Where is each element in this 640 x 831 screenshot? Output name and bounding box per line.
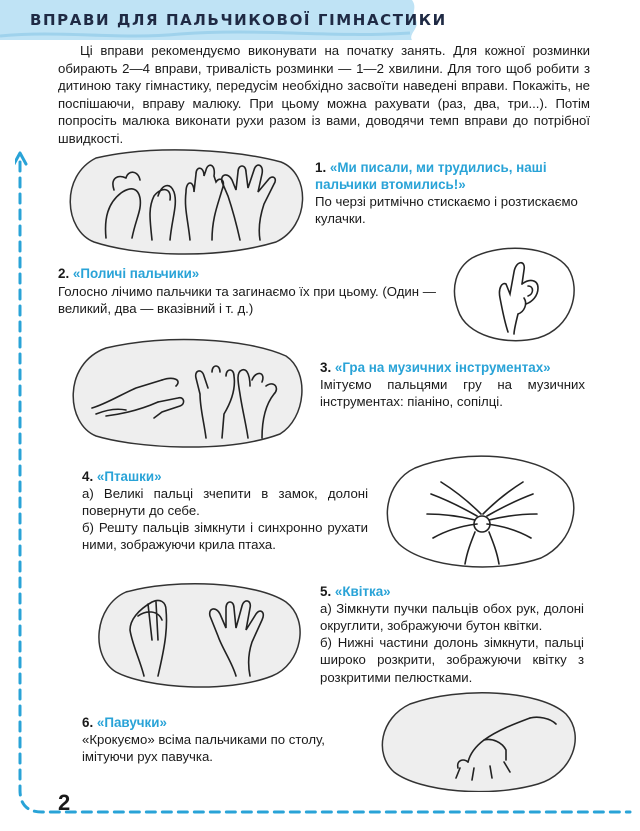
exercise-4-text-a: а) Великі пальці зчепити в замок, долоні повернути до себе. (82, 486, 368, 519)
exercise-6-title: 6. «Павучки» (82, 715, 167, 730)
exercise-5-text-a: а) Зімкнути пучки пальців обох рук, долоні округлити, зображуючи бутон квітки. (320, 601, 584, 634)
page-number: 2 (58, 790, 71, 815)
exercise-4-title: 4. «Пташки» (82, 469, 162, 484)
exercise-1-text: По черзі ритмічно стискаємо і розтискаємо кулачки. (315, 194, 578, 227)
page-title: ВПРАВИ ДЛЯ ПАЛЬЧИКОВОЇ ГІМНАСТИКИ (30, 11, 447, 29)
exercise-6-text: «Крокуємо» всіма пальчиками по столу, імітуючи рух павучка. (82, 732, 325, 765)
exercise-5-title: 5. «Квітка» (320, 584, 391, 599)
exercise-5-text-b: б) Нижні частини долонь зімкнути, пальці широко розкрити, зображуючи квітку з розкритими пелюстками. (320, 635, 584, 685)
exercise-3-title: 3. «Гра на музичних інструментах» (320, 360, 551, 375)
exercise-3-text: Імітуємо пальцями гру на музичних інструментах: піаніно, сопілці. (320, 377, 585, 410)
exercise-1-title: 1. «Ми писали, ми трудились, наші пальчики втомились!» (315, 160, 547, 192)
exercise-2-title: 2. «Поличі пальчики» (58, 266, 200, 281)
exercise-6-illustration (380, 688, 580, 792)
exercise-3-illustration (66, 338, 306, 448)
exercise-2-illustration (452, 244, 576, 342)
intro-paragraph: Ці вправи рекомендуємо виконувати на початку занять. Для кожної розминки обирають 2—4 вправи, тривалість розминки — 1—2 хвилини. Для того щоб робити з дитиною таку гімнастику, передусім необхідно засвоїти наведені вправи. Покажіть, не поспішаючи, вправу малюку. При цьому можна рахувати (раз, два, три...). Потім попросіть малюка виконати рухи разом із вами, доводячи темп вправи до потрібної швидкості. (58, 43, 590, 146)
exercise-2-text: Голосно лічимо пальчики та загинаємо їх при цьому. (Один — великий, два — вказівний і т. д.) (58, 284, 436, 317)
exercise-5-illustration (96, 580, 306, 688)
exercise-4-text-b: б) Решту пальців зімкнути і синхронно рухати ними, зображуючи крила птаха. (82, 520, 368, 553)
exercise-4-illustration (385, 452, 577, 570)
exercise-1-illustration (66, 148, 308, 256)
